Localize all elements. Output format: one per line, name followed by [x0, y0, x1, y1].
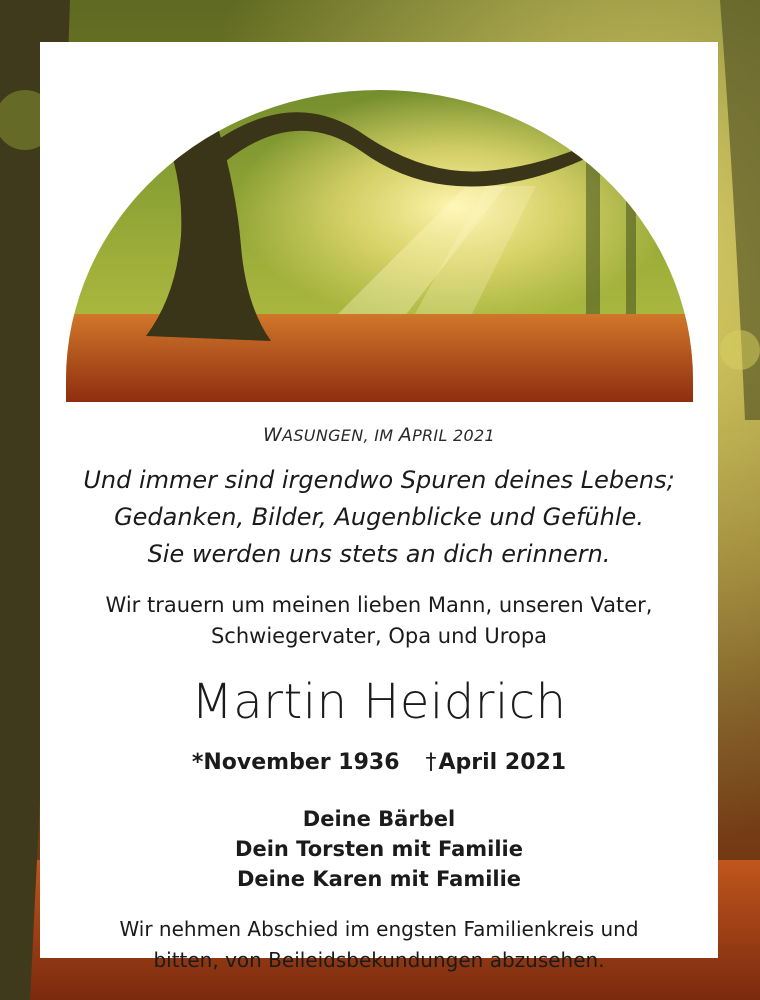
obituary-card: [40, 42, 718, 972]
poem-verse: [40, 462, 718, 573]
death-cross-icon: †: [425, 750, 437, 775]
closing-note: [40, 914, 718, 976]
family-line: Deine Karen mit Familie: [236, 867, 522, 891]
poem-line: Und immer sind irgendwo Spuren deines Lebens;: [83, 466, 675, 494]
birth-date: November 1936: [203, 750, 400, 775]
family-line: Deine Bärbel: [302, 807, 456, 831]
note-line: Wir nehmen Abschied im engsten Familienkreis und: [119, 917, 639, 941]
intro-line: Wir trauern um meinen lieben Mann, unseren Vater,: [105, 593, 653, 617]
birth-star-icon: *: [191, 750, 204, 775]
poem-line: Gedanken, Bilder, Augenblicke und Gefühle.: [114, 503, 644, 531]
note-line: bitten, von Beileidsbekundungen abzusehen.: [153, 948, 605, 972]
place-date-line: WASUNGEN, IM APRIL 2021: [263, 424, 495, 446]
intro-line: Schwiegervater, Opa und Uropa: [210, 624, 548, 648]
deceased-name: Martin Heidrich: [191, 674, 567, 730]
tree-photo-arch: [66, 66, 693, 402]
family-signatures: [40, 804, 718, 894]
mourning-intro: [40, 590, 718, 652]
family-line: Dein Torsten mit Familie: [235, 837, 523, 861]
life-dates: [40, 750, 718, 775]
poem-line: Sie werden uns stets an dich erinnern.: [147, 540, 611, 568]
death-date: April 2021: [438, 750, 567, 775]
